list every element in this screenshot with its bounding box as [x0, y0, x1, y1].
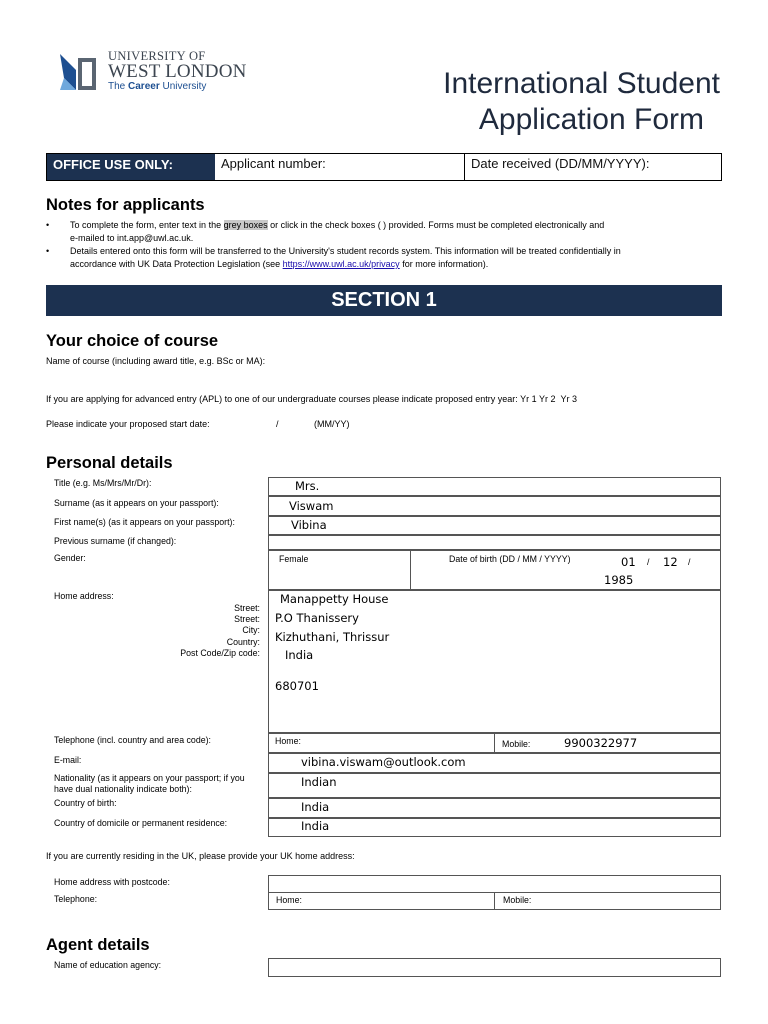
first-name-label: First name(s) (as it appears on your passport):	[54, 517, 235, 527]
start-date-format: (MM/YY)	[314, 419, 350, 429]
birth-country-value: India	[301, 800, 330, 814]
surname-field[interactable]	[268, 496, 721, 516]
domicile-label: Country of domicile or permanent residence:	[54, 818, 228, 828]
uk-mobile-phone-field[interactable]	[494, 892, 721, 910]
city-label: City:	[242, 625, 260, 635]
applicant-number-field[interactable]: Applicant number:	[215, 154, 465, 180]
agent-heading: Agent details	[46, 936, 150, 954]
telephone-label: Telephone (incl. country and area code):	[54, 735, 211, 745]
apl-label: If you are applying for advanced entry (APL) to one of our undergraduate courses please indicate proposed entry year: Yr 1 Yr 2 Yr 3	[46, 394, 578, 404]
previous-surname-label: Previous surname (if changed):	[54, 536, 177, 546]
nationality-value: Indian	[301, 775, 337, 789]
street2-value: P.O Thanissery	[275, 611, 359, 625]
apl-yr1-option[interactable]: Yr 1	[520, 394, 537, 404]
uk-home-phone-field[interactable]	[268, 892, 495, 910]
domicile-field[interactable]	[268, 818, 721, 837]
date-received-field[interactable]: Date received (DD/MM/YYYY):	[471, 156, 650, 171]
dob-month: 12	[663, 555, 678, 569]
birth-country-field[interactable]	[268, 798, 721, 818]
agency-field[interactable]	[268, 958, 721, 977]
university-logo-text	[108, 50, 247, 93]
dob-separator: /	[647, 557, 650, 567]
email-label: E-mail:	[54, 755, 82, 765]
uk-telephone-label: Telephone:	[54, 894, 98, 904]
home-phone-field[interactable]	[268, 733, 495, 753]
nationality-field[interactable]	[268, 773, 721, 798]
gender-field[interactable]	[268, 550, 411, 590]
uk-home-phone-label: Home:	[276, 895, 302, 905]
street2-label: Street:	[234, 614, 260, 624]
start-date-slash: /	[276, 419, 279, 429]
home-address-field[interactable]	[268, 590, 721, 733]
street1-value: Manappetty House	[280, 592, 389, 606]
title-label: Title (e.g. Ms/Mrs/Mr/Dr):	[54, 478, 152, 488]
logo-line1: UNIVERSITY OF	[108, 49, 206, 63]
notes-list	[46, 219, 722, 271]
surname-value: Viswam	[289, 499, 334, 513]
surname-label: Surname (as it appears on your passport):	[54, 498, 219, 508]
apl-yr3-option[interactable]: Yr 3	[560, 394, 578, 404]
email-value: vibina.viswam@outlook.com	[301, 755, 466, 769]
agency-label: Name of education agency:	[54, 960, 162, 970]
office-use-table	[46, 153, 722, 181]
birth-country-label: Country of birth:	[54, 798, 117, 808]
home-address-label: Home address:	[54, 591, 114, 601]
title-field[interactable]	[268, 477, 721, 496]
first-name-value: Vibina	[291, 518, 327, 532]
postcode-label: Post Code/Zip code:	[180, 648, 260, 658]
personal-heading: Personal details	[46, 454, 173, 472]
office-use-label: OFFICE USE ONLY:	[47, 154, 215, 180]
start-date-label: Please indicate your proposed start date:	[46, 419, 210, 429]
email-field[interactable]	[268, 753, 721, 773]
dob-label: Date of birth (DD / MM / YYYY)	[449, 554, 571, 564]
uk-address-field[interactable]	[268, 875, 721, 893]
gender-label: Gender:	[54, 553, 86, 563]
dob-year: 1985	[604, 573, 634, 587]
title-value: Mrs.	[295, 479, 320, 493]
street1-label: Street:	[234, 603, 260, 613]
previous-surname-field[interactable]	[268, 535, 721, 550]
country-label: Country:	[226, 637, 260, 647]
uk-address-label: Home address with postcode:	[54, 877, 170, 887]
dob-separator: /	[688, 557, 691, 567]
mobile-phone-label: Mobile:	[502, 739, 531, 749]
privacy-link[interactable]: https://www.uwl.ac.uk/privacy	[282, 259, 400, 269]
mobile-phone-field[interactable]	[494, 733, 721, 753]
uk-mobile-phone-label: Mobile:	[503, 895, 532, 905]
mobile-phone-value: 9900322977	[564, 736, 638, 750]
gender-value: Female	[279, 554, 309, 564]
first-name-field[interactable]	[268, 516, 721, 535]
course-heading: Your choice of course	[46, 332, 219, 350]
nationality-label: Nationality (as it appears on your passport; if you have dual nationality indicate both):	[54, 773, 245, 794]
logo-line2: WEST LONDON	[108, 61, 247, 82]
form-title: International Student Application Form	[443, 67, 720, 136]
section-banner: SECTION 1	[46, 285, 722, 316]
dob-day: 01	[621, 555, 636, 569]
uk-address-intro: If you are currently residing in the UK, please provide your UK home address:	[46, 851, 355, 861]
city-value: Kizhuthani, Thrissur	[275, 630, 390, 644]
postcode-value: 680701	[275, 679, 319, 693]
university-logo-mark	[58, 48, 102, 92]
home-phone-label: Home:	[275, 736, 301, 746]
apl-yr2-option[interactable]: Yr 2	[539, 394, 556, 404]
note-item: • To complete the form, enter text in the grey boxes or click in the check boxes ( ) provided. Forms must be completed electronically and e-mailed to int.app@uwl.ac.uk.	[46, 219, 722, 245]
logo-tagline: The Career University	[108, 81, 207, 92]
domicile-value: India	[301, 819, 330, 833]
note-item: • Details entered onto this form will be transferred to the University's student records system. This information will be treated confidentially in accordance with UK Data Protection Legislation (see https://www.uwl.ac.uk/privacy for more information).	[46, 245, 722, 271]
course-name-label: Name of course (including award title, e.g. BSc or MA):	[46, 356, 266, 366]
dob-field[interactable]	[410, 550, 721, 590]
country-value: India	[285, 648, 314, 662]
notes-heading: Notes for applicants	[46, 196, 205, 214]
